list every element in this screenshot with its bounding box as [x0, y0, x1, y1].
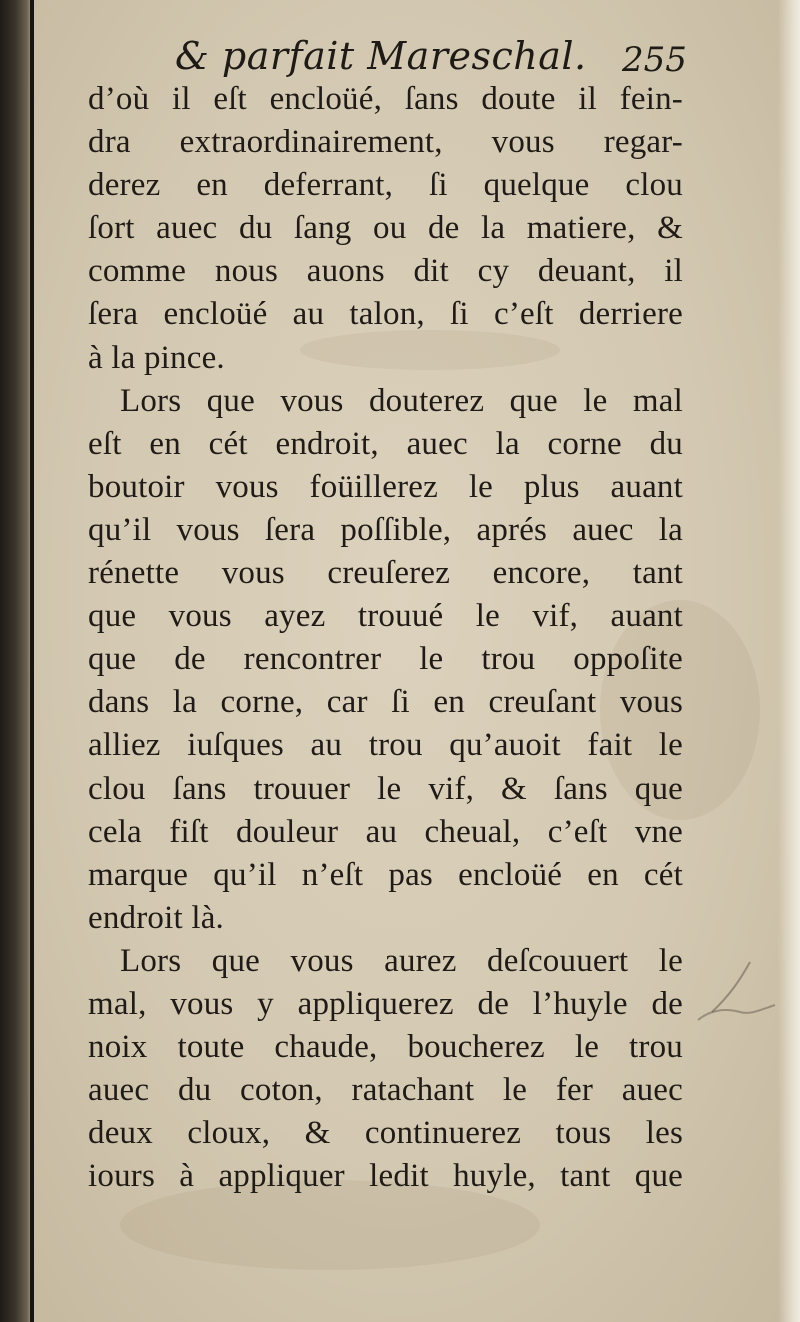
- text-line: à la pince.: [88, 339, 225, 376]
- page-edge: [778, 0, 800, 1322]
- text-line: dans la corne, car ſi en creuſant vous: [88, 684, 683, 721]
- text-line: clou ſans trouuer le vif, & ſans que: [88, 770, 683, 807]
- text-line: eſt en cét endroit, auec la corne du: [88, 425, 683, 462]
- gutter-edge: [30, 0, 34, 1322]
- text-line: noix toute chaude, boucherez le trou: [88, 1029, 683, 1066]
- text-line: alliez iuſques au trou qu’auoit fait le: [88, 727, 683, 764]
- text-line: boutoir vous foüillerez le plus auant: [88, 468, 683, 505]
- paragraph-start-line: Lors que vous aurez deſcouuert le: [120, 942, 683, 979]
- text-line: marque qu’il n’eſt pas encloüé en cét: [88, 856, 683, 893]
- text-line: derez en deferrant, ſi quelque clou: [88, 167, 683, 204]
- paragraph-start-line: Lors que vous douterez que le mal: [120, 382, 683, 419]
- text-line: endroit là.: [88, 899, 224, 936]
- body-text: [88, 78, 683, 1198]
- text-line: que vous ayez trouué le vif, auant: [88, 598, 683, 635]
- text-line: auec du coton, ratachant le fer auec: [88, 1072, 683, 1109]
- book-binding-shadow: [0, 0, 34, 1322]
- handwritten-margin-mark: [690, 960, 785, 1030]
- text-line: cela fiſt douleur au cheual, c’eſt vne: [88, 813, 683, 850]
- running-title: & parfait Mareschal.: [175, 34, 587, 78]
- page-number: 255: [622, 40, 687, 80]
- text-line: ſort auec du ſang ou de la matiere, &: [88, 210, 683, 247]
- text-line: dra extraordinairement, vous regar-: [88, 124, 683, 161]
- text-line: ſera encloüé au talon, ſi c’eſt derriere: [88, 296, 683, 333]
- text-line: que de rencontrer le trou oppoſite: [88, 641, 683, 678]
- text-line: d’où il eſt encloüé, ſans doute il fein-: [88, 81, 683, 117]
- text-line: deux cloux, & continuerez tous les: [88, 1115, 683, 1152]
- text-line: qu’il vous ſera poſſible, aprés auec la: [88, 511, 683, 548]
- text-line: comme nous auons dit cy deuant, il: [88, 253, 683, 290]
- text-line: mal, vous y appliquerez de l’huyle de: [88, 985, 683, 1022]
- text-line: iours à appliquer ledit huyle, tant que: [88, 1158, 683, 1195]
- text-line: rénette vous creuſerez encore, tant: [88, 555, 683, 592]
